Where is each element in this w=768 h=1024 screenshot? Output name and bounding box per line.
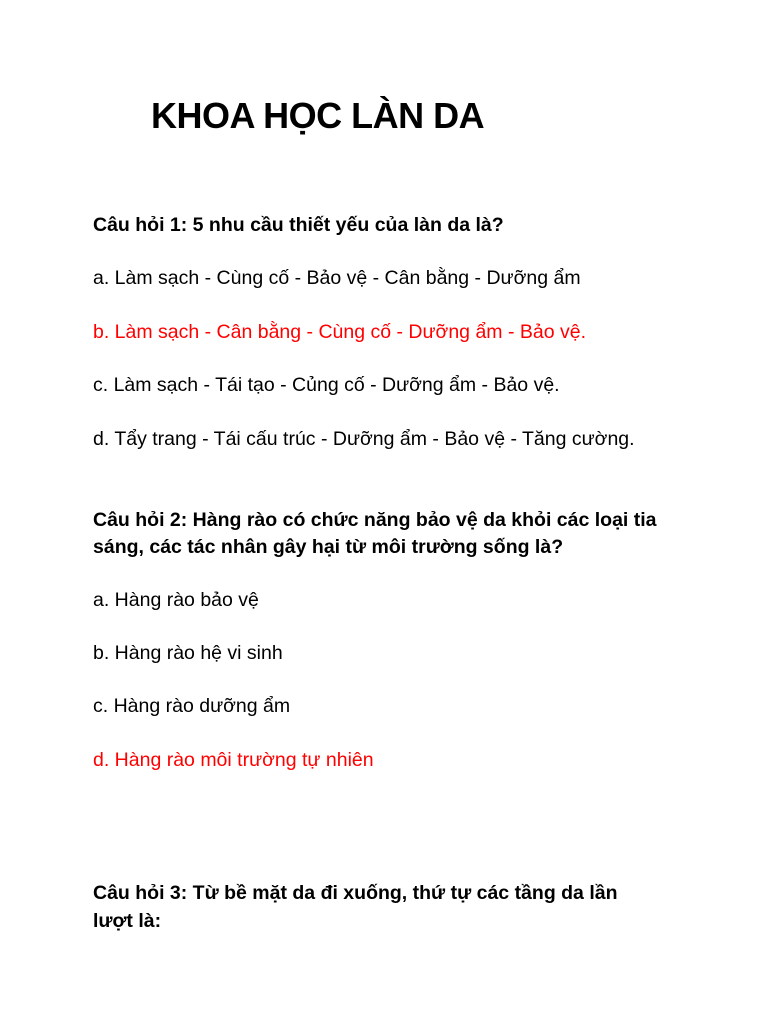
question-3-text-line-2: lượt là: [93,910,162,932]
question-2-option-a: a. Hàng rào bảo vệ [93,589,259,611]
question-2-option-b: b. Hàng rào hệ vi sinh [93,642,283,664]
page-title: KHOA HỌC LÀN DA [151,95,485,136]
question-1-option-d: d. Tẩy trang - Tái cấu trúc - Dưỡng ẩm - Bảo vệ - Tăng cường. [93,428,635,450]
question-2-option-d-correct: d. Hàng rào môi trường tự nhiên [93,749,374,771]
question-3-text-line-1: Câu hỏi 3: Từ bề mặt da đi xuống, thứ tự các tầng da lần [93,882,618,904]
question-2-text-line-1: Câu hỏi 2: Hàng rào có chức năng bảo vệ da khỏi các loại tia [93,509,657,531]
question-1-option-b-correct: b. Làm sạch - Cân bằng - Cùng cố - Dưỡng ẩm - Bảo vệ. [93,321,586,343]
question-2-text-line-2: sáng, các tác nhân gây hại từ môi trường sống là? [93,536,564,558]
question-1-option-c: c. Làm sạch - Tái tạo - Củng cố - Dưỡng ẩm - Bảo vệ. [93,374,560,396]
question-1-text: Câu hỏi 1: 5 nhu cầu thiết yếu của làn da là? [93,214,504,236]
question-1-option-a: a. Làm sạch - Cùng cố - Bảo vệ - Cân bằng - Dưỡng ẩm [93,267,581,289]
question-2-option-c: c. Hàng rào dưỡng ẩm [93,695,291,717]
